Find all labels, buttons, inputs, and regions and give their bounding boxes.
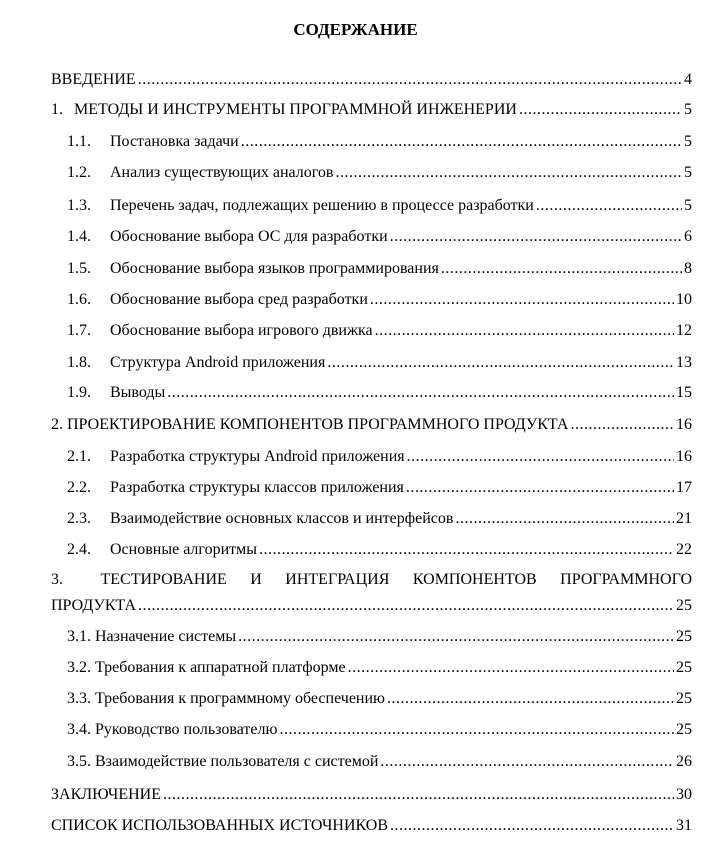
dot-leader [138,596,674,616]
toc-entry[interactable] [67,752,692,772]
toc-entry-title: ТЕСТИРОВАНИЕ И ИНТЕГРАЦИЯ КОМПОНЕНТОВ ПРОГРАММНОГО [100,571,693,588]
toc-entry[interactable] [51,596,692,616]
toc-entry-number: 1.8. [67,354,91,371]
toc-entry-page: 25 [676,690,692,707]
toc-entry-number: 1.4. [67,228,91,245]
toc-entry-title: 3.1. Назначение системы [67,628,237,645]
toc-entry-number: 1.7. [67,322,91,339]
toc-entry-title: Разработка структуры Android приложения [110,448,405,465]
toc-entry-number: 1.5. [67,260,91,277]
toc-entry-number: 1. [51,101,63,118]
dot-leader [390,816,674,836]
toc-entry-title: 3.4. Руководство пользователю [67,721,278,738]
toc-entry[interactable] [67,689,692,709]
toc-entry-title: ВВЕДЕНИЕ [51,71,136,88]
toc-entry-title: Взаимодействие основных классов и интерфейсов [110,510,454,527]
toc-entry-page: 5 [684,164,692,181]
toc-entry-page: 16 [676,416,692,433]
dot-leader [375,321,674,341]
toc-entry-page: 5 [684,133,692,150]
toc-entry-title: Обоснование выбора языков программирования [110,260,439,277]
dot-leader [570,415,674,435]
dot-leader [370,290,674,310]
page-title: СОДЕРЖАНИЕ [293,20,418,39]
dot-leader [259,540,674,560]
toc-entry-number: 1.6. [67,291,91,308]
toc-entry-heading-line [51,570,692,590]
toc-entry-title: 3.5. Взаимодействие пользователя с системой [67,753,379,770]
toc-entry-page: 4 [684,71,692,88]
toc-entry-page: 25 [676,721,692,738]
toc-entry-page: 25 [676,597,692,614]
toc-entry-title: 3.2. Требования к аппаратной платформе [67,659,346,676]
toc-entry-number: 2.2. [67,479,91,496]
toc-entry-title: Обоснование выбора сред разработки [110,291,368,308]
dot-leader [241,132,682,152]
toc-entry[interactable] [67,290,692,310]
toc-entry-title: СПИСОК ИСПОЛЬЗОВАННЫХ ИСТОЧНИКОВ [51,817,389,834]
toc-entry-page: 30 [676,786,692,803]
toc-entry[interactable] [67,132,692,152]
dot-leader [380,752,674,772]
toc-entry[interactable] [67,196,692,216]
toc-entry-page: 13 [676,354,692,371]
dot-leader [335,163,682,183]
toc-entry-number: 2.4. [67,541,91,558]
dot-leader [163,785,674,805]
toc-entry-title: Выводы [110,384,166,401]
toc-entry-number: 1.1. [67,133,91,150]
toc-entry-page: 6 [684,228,692,245]
toc-entry-number: 2.1. [67,448,91,465]
toc-entry-page: 25 [676,659,692,676]
toc-entry-page: 12 [676,322,692,339]
dot-leader [406,478,674,498]
toc-entry-number: 2.3. [67,510,91,527]
toc-entry-title: ЗАКЛЮЧЕНИЕ [51,786,161,803]
dot-leader [390,227,682,247]
toc-entry[interactable] [67,478,692,498]
toc-entry[interactable] [67,163,692,183]
toc-entry-page: 8 [684,260,692,277]
toc-entry-title: ПРОДУКТА [51,597,137,614]
toc-entry-title: Обоснование выбора игрового движка [110,322,373,339]
toc-entry-page: 17 [676,479,692,496]
toc-entry-page: 5 [684,197,692,214]
toc-entry-title: Структура Android приложения [110,354,326,371]
toc-entry[interactable] [67,321,692,341]
toc-entry-title: Обоснование выбора ОС для разработки [110,228,388,245]
toc-entry-page: 10 [676,291,692,308]
dot-leader [327,353,674,373]
toc-entry[interactable] [67,627,692,647]
toc-entry-title: Перечень задач, подлежащих решению в процессе разработки [110,197,534,214]
dot-leader [238,627,674,647]
toc-entry-title: Постановка задачи [110,133,239,150]
dot-leader [441,259,682,279]
toc-entry-page: 22 [676,541,692,558]
toc-entry[interactable] [51,100,692,120]
toc-entry-page: 21 [676,510,692,527]
toc-entry-title: Анализ существующих аналогов [110,164,334,181]
toc-entry[interactable] [67,720,692,740]
toc-entry[interactable] [67,353,692,373]
dot-leader [536,196,682,216]
dot-leader [279,720,674,740]
dot-leader [455,509,674,529]
toc-entry-title: Разработка структуры классов приложения [110,479,404,496]
toc-entry[interactable] [67,259,692,279]
toc-entry[interactable] [51,785,692,805]
toc-entry-page: 25 [676,628,692,645]
toc-entry-title: Основные алгоритмы [110,541,258,558]
toc-entry-page: 15 [676,384,692,401]
toc-entry-page: 16 [676,448,692,465]
dot-leader [519,100,682,120]
toc-entry-page: 31 [676,817,692,834]
toc-entry[interactable] [67,227,692,247]
toc-entry-number: 3. [51,571,63,588]
toc-entry-number: 1.3. [67,197,91,214]
toc-entry[interactable] [51,816,692,836]
toc-entry-page: 5 [684,101,692,118]
toc-entry-title: 2. ПРОЕКТИРОВАНИЕ КОМПОНЕНТОВ ПРОГРАММНОГО ПРОДУКТА [51,416,569,433]
toc-entry[interactable] [67,509,692,529]
toc-entry[interactable] [67,658,692,678]
dot-leader [167,383,674,403]
toc-entry-number: 1.9. [67,384,91,401]
toc-entry-page: 26 [676,753,692,770]
toc-entry[interactable] [67,383,692,403]
toc-entry-title: МЕТОДЫ И ИНСТРУМЕНТЫ ПРОГРАММНОЙ ИНЖЕНЕРИИ [74,101,517,118]
toc-entry-title: 3.3. Требования к программному обеспечению [67,690,385,707]
toc-entry[interactable] [67,540,692,560]
toc-entry[interactable] [51,415,692,435]
toc-entry-number: 1.2. [67,164,91,181]
dot-leader [138,70,682,90]
toc-entry[interactable] [51,70,692,90]
dot-leader [407,447,674,467]
dot-leader [348,658,674,678]
toc-entry[interactable] [67,447,692,467]
dot-leader [387,689,674,709]
